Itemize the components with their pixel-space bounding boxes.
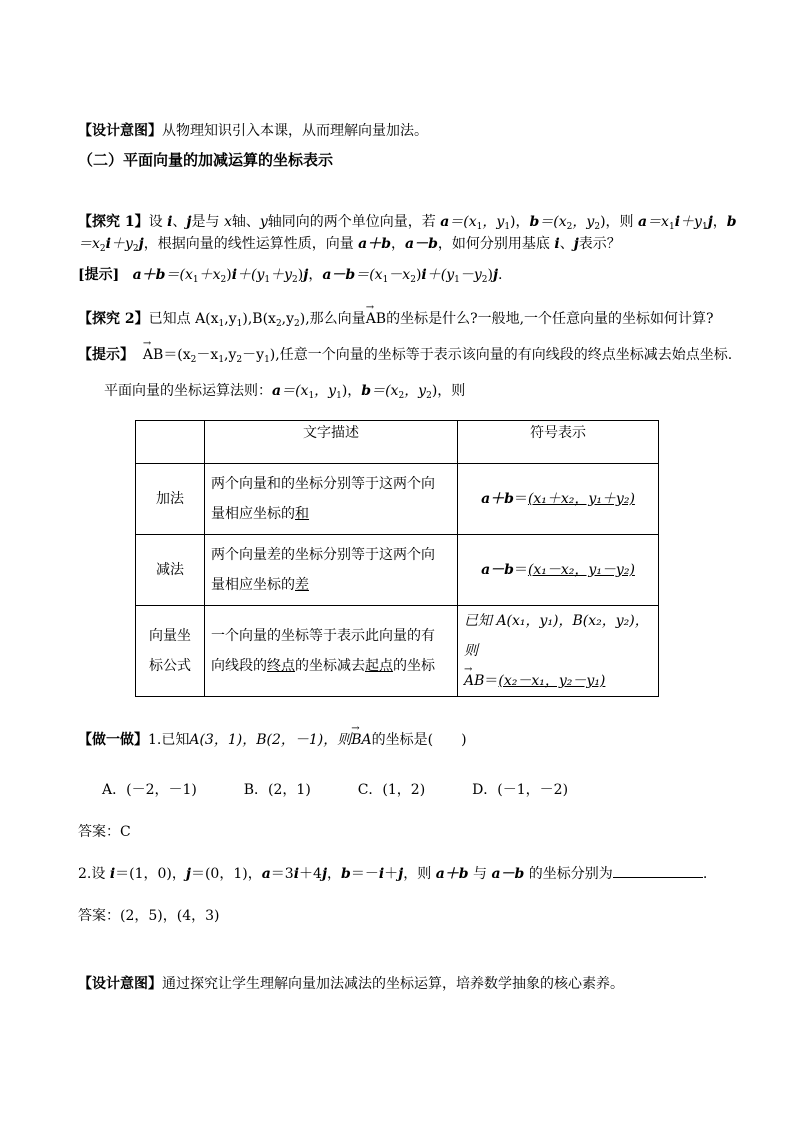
hint-1: [提示] $a+b=(x_1+x_2)i+(y_1+y_2)j$，$a-b=(x_1-x_2)i+(y_1-y_2)j$. xyxy=(78,267,503,285)
design-intent-1 xyxy=(78,121,428,141)
vector-ba: → BA xyxy=(351,730,371,750)
option-a: A．(－2，－1) xyxy=(102,782,197,798)
try-it-question-2: 2.设 i＝(1，0)，j＝(0，1)，a＝3i＋4j，b＝－i＋j，则 a＋b 与 a－b 的坐标分别为 . xyxy=(78,866,708,882)
option-d: D．(－1，－2) xyxy=(472,782,569,798)
answer-blank xyxy=(613,877,703,878)
design-intent-2: 【设计意图】通过探究让学生理解向量加法减法的坐标运算，培养数学抽象的核心素养。 xyxy=(78,976,624,992)
try-it-question-1: 【做一做】1.已知A(3，1)，B(2，－1)，则→ BA的坐标是( ) xyxy=(78,730,467,750)
option-b: B．(2，1) xyxy=(243,782,311,798)
vector-ab: → AB xyxy=(366,309,386,329)
rule-line: 平面向量的坐标运算法则：$a=(x_1$，$y_1$)，$b=(x_2$，$y_2$)，则 xyxy=(104,383,466,401)
answer-2: 答案：(2，5)，(4，3) xyxy=(78,908,220,924)
explore-2: 【探究 2】已知点 $A(x_1,y_1),B(x_2,y_2)$,那么向量→ AB的坐标是什么?一般地,一个任意向量的坐标如何计算? xyxy=(78,309,714,329)
explore-1-line-2: $=x_2i+y_2j$，根据向量的线性运算性质，向量 a＋b，a－b，如何分别用基底 i、j表示？ xyxy=(78,236,621,254)
section-title: （二）平面向量的加减运算的坐标表示 xyxy=(78,151,334,169)
table-header-row: 文字描述 符号表示 xyxy=(136,421,659,464)
answer-1: 答案：C xyxy=(78,824,131,840)
table-row-vector-formula: 向量坐 标公式 一个向量的坐标等于表示此向量的有 向线段的终点的坐标减去起点的坐标 已知 A(x₁，y₁)，B(x₂，y₂)，则 → AB＝(x₂－x₁，y₂－y₁) xyxy=(136,606,659,697)
option-c: C．(1，2) xyxy=(357,782,426,798)
coordinate-operations-table xyxy=(135,420,659,697)
design-intent-tag: 【设计意图】 xyxy=(78,123,162,139)
table-row-addition: 加法 两个向量和的坐标分别等于这两个向 量相应坐标的和 a＋b＝(x₁＋x₂，y₁＋y₂) xyxy=(136,464,659,535)
explore-1-line-1: 【探究 1】设 i、j是与 x轴、y轴同向的两个单位向量，若 $a=(x_1$，$y_1$)，$b=(x_2$，$y_2$)，则 $a=x_1i+y_1j$，b xyxy=(78,214,737,232)
table-row-subtraction: 减法 两个向量差的坐标分别等于这两个向 量相应坐标的差 a－b＝(x₁－x₂，y₁－y₂) xyxy=(136,535,659,606)
hint-2: 【提示】 → $AB=(x_2-x_1,y_2-y_1)$,任意一个向量的坐标等于表示该向量的有向线段的终点坐标减去始点坐标. xyxy=(78,345,732,365)
design-intent-text: 从物理知识引入本课，从而理解向量加法。 xyxy=(162,123,428,139)
try-it-options xyxy=(102,780,568,800)
